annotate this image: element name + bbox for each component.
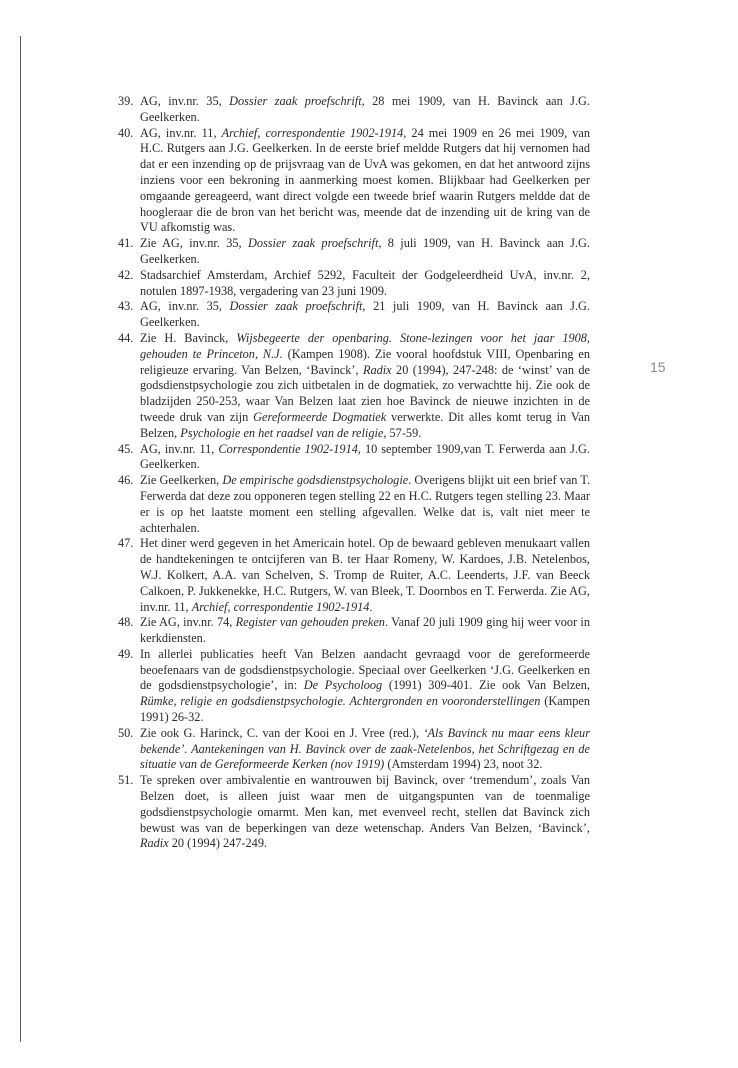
note-text: AG, inv.nr. 11, Correspondentie 1902-1914, 10 september 1909,van T. Ferwerda aan J.G. Geelkerken. xyxy=(140,441,591,472)
note-number: 41. xyxy=(118,236,134,251)
note-number: 45. xyxy=(118,441,134,456)
note-number: 46. xyxy=(118,473,134,488)
note-text: Zie AG, inv.nr. 74, Register van gehouden preken. Vanaf 20 juli 1909 ging hij weer voor in kerkdiensten. xyxy=(140,615,591,646)
note-number: 48. xyxy=(118,615,134,630)
note-text: Stadsarchief Amsterdam, Archief 5292, Faculteit der Godgeleerdheid UvA, inv.nr. 2, notulen 1897-1938, vergadering van 23 juni 1909. xyxy=(140,267,590,298)
note-text: Zie H. Bavinck, Wijsbegeerte der openbaring. Stone-lezingen voor het jaar 1908, gehouden te Princeton, N.J. (Kampen 1908). Zie vooral hoofdstuk VIII, Openbaring en religieuze ervaring. Van Belzen, ‘Bavinck’, Radix 20 (1994), 247-248: de ‘winst’ van de godsdienstpsychologie zou zich uitbetalen in de dogmatiek, zo verwachtte hij. Zie ook de bladzijden 250-253, waar Van Belzen laat zien hoe Bavinck de nieuwe inzichten in de tweede druk van zijn Gereformeerde Dogmatiek verwerkte. Dit alles komt terug in Van Belzen, Psychologie en het raadsel van de religie, 57-59. xyxy=(140,330,590,440)
note-number: 50. xyxy=(118,725,134,740)
note-41 xyxy=(118,236,590,268)
note-number: 44. xyxy=(118,330,134,345)
note-49 xyxy=(118,647,590,726)
note-42 xyxy=(118,268,590,300)
note-number: 42. xyxy=(118,267,134,282)
note-text: In allerlei publicaties heeft Van Belzen aandacht gevraagd voor de gereformeerde beoefenaars van de godsdienstpsychologie. Speciaal over Geelkerken ‘J.G. Geelkerken en de godsdienstpsychologie’, in: De Psycholoog (1991) 309-401. Zie ook Van Belzen, Rümke, religie en godsdienstpsychologie. Achtergronden en vooronderstellingen (Kampen 1991) 26-32. xyxy=(140,646,591,725)
note-text: Zie AG, inv.nr. 35, Dossier zaak proefschrift, 8 juli 1909, van H. Bavinck aan J.G. Geelkerken. xyxy=(140,236,590,266)
note-44 xyxy=(118,331,590,442)
note-number: 40. xyxy=(118,125,134,140)
note-40 xyxy=(118,126,590,237)
page-number: 15 xyxy=(650,359,666,375)
note-number: 49. xyxy=(118,646,134,661)
note-43 xyxy=(118,299,590,331)
note-text: AG, inv.nr. 35, Dossier zaak proefschrift, 28 mei 1909, van H. Bavinck aan J.G. Geelkerken. xyxy=(140,94,590,124)
note-number: 51. xyxy=(118,773,134,788)
note-50 xyxy=(118,726,590,773)
note-48 xyxy=(118,615,590,647)
note-text: Het diner werd gegeven in het Americain hotel. Op de bewaard gebleven menukaart vallen de handtekeningen te ontcijferen van B. ter Haar Romeny, W. Kardoes, J.B. Netelenbos, W.J. Kolkert, A.A. van Schelven, S. Tromp de Ruiter, A.C. Leenderts, J.F. van Beeck Calkoen, P. Jukkenekke, H.C. Rutgers, W. van Bleek, T. Doornbos en T. Ferwerda. Zie AG, inv.nr. 11, Archief, correspondentie 1902-1914. xyxy=(140,536,590,614)
note-39 xyxy=(118,94,590,126)
note-46 xyxy=(118,473,590,536)
note-45 xyxy=(118,442,590,474)
note-number: 43. xyxy=(118,299,134,314)
note-text: Zie ook G. Harinck, C. van der Kooi en J. Vree (red.), ‘Als Bavinck nu maar eens kleur bekende’. Aantekeningen van H. Bavinck over de zaak-Netelenbos, het Schriftgezag en de situatie van de Gereformeerde Kerken (nov 1919) (Amsterdam 1994) 23, noot 32. xyxy=(140,725,590,772)
note-47 xyxy=(118,536,590,615)
scan-edge-line xyxy=(20,36,21,1042)
note-number: 39. xyxy=(118,94,134,108)
note-text: AG, inv.nr. 11, Archief, correspondentie 1902-1914, 24 mei 1909 en 26 mei 1909, van H.C. Rutgers aan J.G. Geelkerken. In de eerste brief meldde Rutgers dat hij vernomen had dat er een inzending op de prijsvraag van de UvA was gekomen, en dat het antwoord zijns inziens voor een bekroning in aanmerking moest komen. Blijkbaar had Geelkerken per omgaande gereageerd, want direct volgde een tweede brief waarin Rutgers meldde dat de hoogleraar die de bron van het bericht was, meende dat de inzending uit de kring van de VU afkomstig was. xyxy=(140,125,590,235)
note-number: 47. xyxy=(118,536,134,551)
note-text: Zie Geelkerken, De empirische godsdienstpsychologie. Overigens blijkt uit een brief van T. Ferwerda dat deze zou opponeren tegen stelling 22 en H.C. Rutgers tegen stelling 23. Maar er is op het laatste moment een stelling afgevallen. Welke dat is, valt niet meer te achterhalen. xyxy=(140,473,591,535)
note-text: Te spreken over ambivalentie en wantrouwen bij Bavinck, over ‘tremendum’, zoals Van Belzen doet, is alleen juist waar men de uitgangspunten van de toenmalige godsdienstpsychologie omarmt. Men kan, met evenveel recht, stellen dat Bavinck zich bewust was van de beperkingen van deze wetenschap. Anders Van Belzen, ‘Bavinck’, Radix 20 (1994) 247-249. xyxy=(140,773,590,851)
note-text: AG, inv.nr. 35, Dossier zaak proefschrift, 21 juli 1909, van H. Bavinck aan J.G. Geelkerken. xyxy=(140,299,590,330)
endnotes-list xyxy=(118,94,590,852)
note-51 xyxy=(118,773,590,852)
